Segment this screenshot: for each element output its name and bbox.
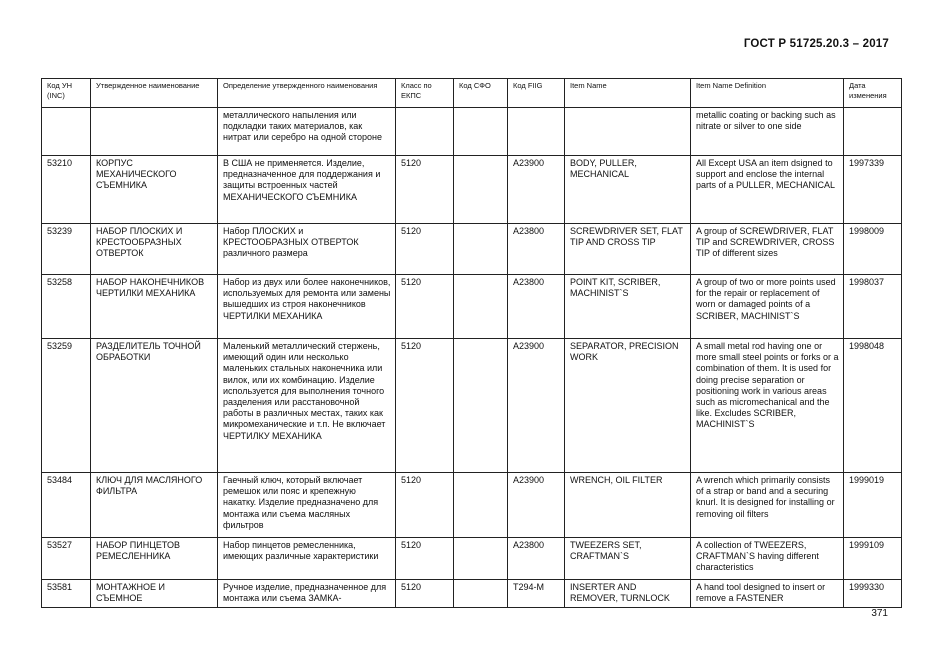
cell-change-date [844,108,902,156]
column-header-approved-name: Утвержденное наименование [91,79,218,108]
cell-change-date: 1998048 [844,339,902,473]
cell-approved-name: МОНТАЖНОЕ И СЪЕМНОЕ [91,580,218,608]
cell-change-date: 1999330 [844,580,902,608]
table-row [42,580,902,608]
cell-approved-name: НАБОР ПЛОСКИХ И КРЕСТООБРАЗНЫХ ОТВЕРТОК [91,224,218,275]
page-number: 371 [871,608,888,619]
cell-name-definition: Ручное изделие, предназначенное для монтажа или съема ЗАМКА- [218,580,396,608]
cell-approved-name: РАЗДЕЛИТЕЛЬ ТОЧНОЙ ОБРАБОТКИ [91,339,218,473]
cell-sfo [454,580,508,608]
cell-sfo [454,224,508,275]
cell-item-name [565,108,691,156]
cell-item-name: POINT KIT, SCRIBER, MACHINIST`S [565,275,691,339]
cell-inc: 53581 [42,580,91,608]
cell-class [396,108,454,156]
cell-class: 5120 [396,156,454,224]
cell-fiig: A23900 [508,339,565,473]
cell-fiig: A23800 [508,275,565,339]
cell-class: 5120 [396,224,454,275]
cell-name-definition: Набор пинцетов ремесленника, имеющих различные характеристики [218,538,396,580]
cell-fiig: A23800 [508,224,565,275]
cell-name-definition: металлического напыления или подкладки таких материалов, как нитрат или серебро на одной стороне [218,108,396,156]
cell-inc: 53259 [42,339,91,473]
cell-item-definition: A small metal rod having one or more small steel points or forks or a combination of them. It is used for doing precise separation or positioning work in various areas such as micromechanical and the like. Excludes SCRIBER, MACHINIST`S [691,339,844,473]
column-header-item-definition: Item Name Definition [691,79,844,108]
cell-item-definition: A collection of TWEEZERS, CRAFTMAN`S having different characteristics [691,538,844,580]
column-header-item-name: Item Name [565,79,691,108]
document-standard-header: ГОСТ Р 51725.20.3 – 2017 [743,38,889,50]
cell-name-definition: В США не применяется. Изделие, предназначенное для поддержания и защиты встроенных частей МЕХАНИЧЕСКОГО СЪЕМНИКА [218,156,396,224]
column-header-inc: Код УН (INC) [42,79,91,108]
cell-inc [42,108,91,156]
column-header-change-date: Дата изменения [844,79,902,108]
cell-item-name: WRENCH, OIL FILTER [565,473,691,538]
cell-name-definition: Набор из двух или более наконечников, используемых для ремонта или замены вышедших из строя наконечников ЧЕРТИЛКИ МЕХАНИКА [218,275,396,339]
table-header-row [42,79,902,108]
cell-change-date: 1998037 [844,275,902,339]
cell-fiig [508,108,565,156]
cell-sfo [454,108,508,156]
cell-change-date: 1997339 [844,156,902,224]
cell-class: 5120 [396,580,454,608]
cell-sfo [454,538,508,580]
cell-inc: 53258 [42,275,91,339]
cell-sfo [454,473,508,538]
cell-approved-name [91,108,218,156]
table-row [42,538,902,580]
cell-change-date: 1998009 [844,224,902,275]
cell-approved-name: НАБОР НАКОНЕЧНИКОВ ЧЕРТИЛКИ МЕХАНИКА [91,275,218,339]
cell-sfo [454,275,508,339]
cell-change-date: 1999109 [844,538,902,580]
cell-fiig: A23900 [508,156,565,224]
cell-item-name: BODY, PULLER, MECHANICAL [565,156,691,224]
cell-item-name: INSERTER AND REMOVER, TURNLOCK [565,580,691,608]
cell-name-definition: Гаечный ключ, который включает ремешок или пояс и крепежную накатку. Изделие предназначено для монтажа или съема масляных фильтров [218,473,396,538]
cell-fiig: A23900 [508,473,565,538]
cell-inc: 53210 [42,156,91,224]
column-header-class: Класс по ЕКПС [396,79,454,108]
column-header-sfo: Код СФО [454,79,508,108]
column-header-fiig: Код FIIG [508,79,565,108]
table-row [42,275,902,339]
cell-name-definition: Маленький металлический стержень, имеющий один или несколько маленьких стальных наконечника или вилок, или их комбинацию. Изделие используется для выполнения точного разделения или расстановочной работы в различных местах, таких как микромеханические и т.п. Не включает ЧЕРТИЛКУ МЕХАНИКА [218,339,396,473]
items-table [41,78,902,608]
cell-sfo [454,339,508,473]
table-row [42,224,902,275]
cell-class: 5120 [396,473,454,538]
table-row [42,156,902,224]
cell-item-definition: A wrench which primarily consists of a strap or band and a securing knurl. It is designed for installing or removing oil filters [691,473,844,538]
cell-item-definition: All Except USA an item dsigned to support and enclose the internal parts of a PULLER, MECHANICAL [691,156,844,224]
cell-name-definition: Набор ПЛОСКИХ и КРЕСТООБРАЗНЫХ ОТВЕРТОК различного размера [218,224,396,275]
cell-class: 5120 [396,339,454,473]
cell-item-definition: metallic coating or backing such as nitrate or silver to one side [691,108,844,156]
cell-change-date: 1999019 [844,473,902,538]
cell-sfo [454,156,508,224]
cell-item-definition: A group of two or more points used for the repair or replacement of worn or damaged points of a SCRIBER, MACHINIST`S [691,275,844,339]
cell-approved-name: КЛЮЧ ДЛЯ МАСЛЯНОГО ФИЛЬТРА [91,473,218,538]
cell-inc: 53527 [42,538,91,580]
table-row [42,473,902,538]
cell-class: 5120 [396,538,454,580]
cell-approved-name: НАБОР ПИНЦЕТОВ РЕМЕСЛЕННИКА [91,538,218,580]
cell-class: 5120 [396,275,454,339]
table-row [42,108,902,156]
cell-item-definition: A group of SCREWDRIVER, FLAT TIP and SCREWDRIVER, CROSS TIP of different sizes [691,224,844,275]
cell-inc: 53239 [42,224,91,275]
cell-item-name: SCREWDRIVER SET, FLAT TIP AND CROSS TIP [565,224,691,275]
table-row [42,339,902,473]
cell-inc: 53484 [42,473,91,538]
cell-item-definition: A hand tool designed to insert or remove a FASTENER [691,580,844,608]
cell-item-name: TWEEZERS SET, CRAFTMAN`S [565,538,691,580]
cell-fiig: T294-M [508,580,565,608]
cell-fiig: A23800 [508,538,565,580]
cell-approved-name: КОРПУС МЕХАНИЧЕСКОГО СЪЕМНИКА [91,156,218,224]
column-header-name-definition: Определение утвержденного наименования [218,79,396,108]
cell-item-name: SEPARATOR, PRECISION WORK [565,339,691,473]
